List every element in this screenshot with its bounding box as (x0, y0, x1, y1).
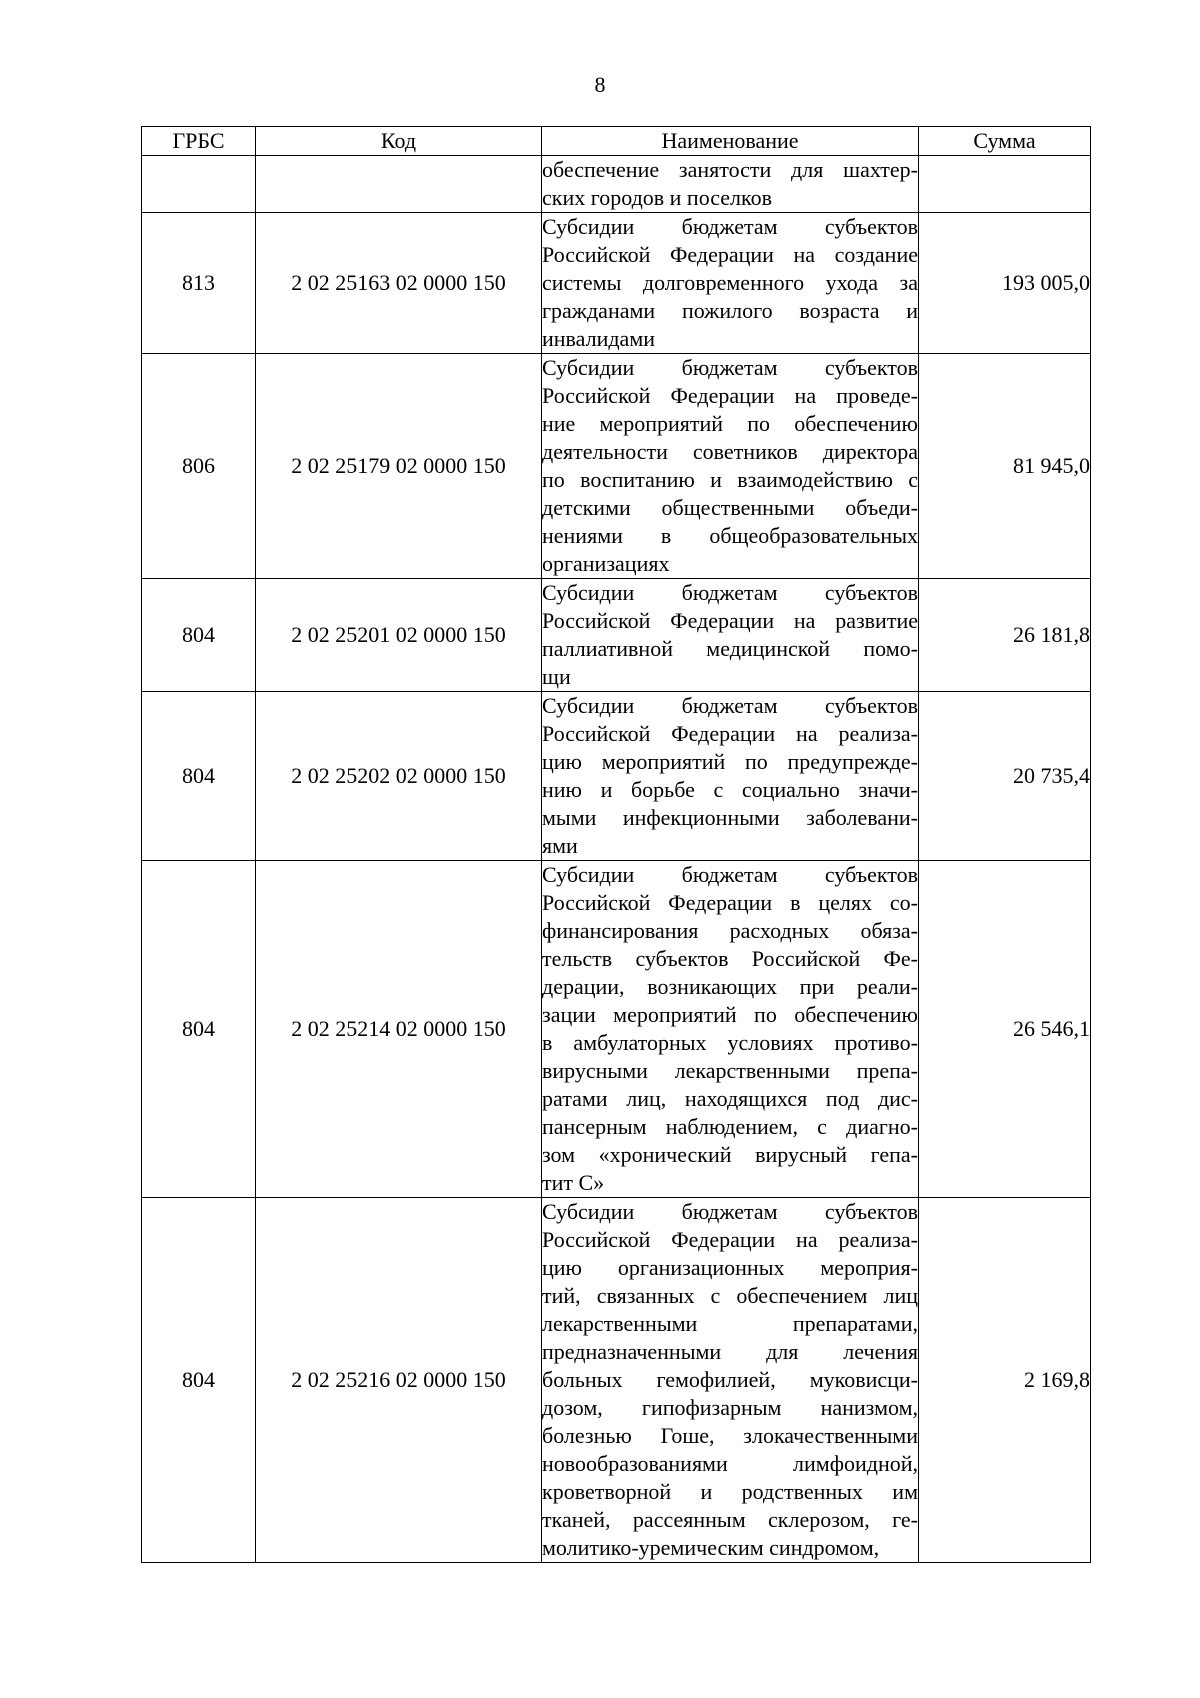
table-row (142, 692, 1091, 861)
cell-name (542, 1198, 919, 1563)
name-line: ние мероприятий по обеспечению (542, 411, 918, 436)
name-line: лекарственными препаратами, (542, 1311, 918, 1336)
name-line: зации мероприятий по обеспечению (542, 1002, 918, 1027)
name-line: детскими общественными объеди- (542, 495, 918, 520)
name-line: обеспечение занятости для шахтер- (542, 157, 918, 182)
cell-grbs: 804 (142, 579, 256, 692)
name-line: Субсидии бюджетам субъектов (542, 862, 918, 887)
cell-grbs: 813 (142, 213, 256, 354)
cell-code: 2 02 25179 02 0000 150 (256, 354, 542, 579)
cell-name (542, 156, 919, 213)
name-line: паллиативной медицинской помо- (542, 636, 918, 661)
cell-name (542, 579, 919, 692)
cell-name (542, 861, 919, 1198)
name-line: тканей, рассеянным склерозом, ге- (542, 1507, 918, 1532)
cell-code: 2 02 25163 02 0000 150 (256, 213, 542, 354)
name-line: Субсидии бюджетам субъектов (542, 355, 918, 380)
name-line: болезнью Гоше, злокачественными (542, 1423, 918, 1448)
name-line: Субсидии бюджетам субъектов (542, 580, 918, 605)
table-row (142, 156, 1091, 213)
cell-sum: 193 005,0 (919, 213, 1091, 354)
table-row (142, 354, 1091, 579)
name-line: системы долговременного ухода за (542, 270, 918, 295)
cell-name (542, 354, 919, 579)
name-line: Субсидии бюджетам субъектов (542, 1199, 918, 1224)
name-line: Субсидии бюджетам субъектов (542, 214, 918, 239)
name-line: вирусными лекарственными препа- (542, 1058, 918, 1083)
name-line: предназначенными для лечения (542, 1339, 918, 1364)
table-body (142, 156, 1091, 1563)
cell-sum: 81 945,0 (919, 354, 1091, 579)
header-name: Наименование (542, 127, 919, 156)
cell-sum (919, 156, 1091, 213)
cell-sum: 20 735,4 (919, 692, 1091, 861)
name-line: Российской Федерации на реализа- (542, 1227, 918, 1252)
name-line: по воспитанию и взаимодействию с (542, 467, 918, 492)
cell-grbs: 804 (142, 1198, 256, 1563)
cell-sum: 26 546,1 (919, 861, 1091, 1198)
cell-grbs: 806 (142, 354, 256, 579)
name-line: кроветворной и родственных им (542, 1479, 918, 1504)
name-line: Российской Федерации на создание (542, 242, 918, 267)
cell-grbs (142, 156, 256, 213)
header-sum: Сумма (919, 127, 1091, 156)
name-line: цию мероприятий по предупрежде- (542, 749, 918, 774)
name-line: Субсидии бюджетам субъектов (542, 693, 918, 718)
table-row (142, 1198, 1091, 1563)
name-line: пансерным наблюдением, с диагно- (542, 1114, 918, 1139)
header-grbs: ГРБС (142, 127, 256, 156)
name-line: щи (542, 664, 571, 689)
name-line: зом «хронический вирусный гепа- (542, 1142, 918, 1167)
name-line: новообразованиями лимфоидной, (542, 1451, 918, 1476)
budget-table (141, 126, 1091, 1563)
cell-grbs: 804 (142, 692, 256, 861)
table-row (142, 579, 1091, 692)
name-line: дозом, гипофизарным нанизмом, (542, 1395, 918, 1420)
name-line: цию организационных мероприя- (542, 1255, 918, 1280)
cell-sum: 26 181,8 (919, 579, 1091, 692)
name-line: тит С» (542, 1170, 605, 1195)
name-line: ских городов и поселков (542, 185, 772, 210)
name-line: дерации, возникающих при реали- (542, 974, 918, 999)
cell-code: 2 02 25202 02 0000 150 (256, 692, 542, 861)
name-line: гражданами пожилого возраста и (542, 298, 918, 323)
name-line: Российской Федерации в целях со- (542, 890, 918, 915)
name-line: финансирования расходных обяза- (542, 918, 918, 943)
name-line: нию и борьбе с социально значи- (542, 777, 918, 802)
cell-grbs: 804 (142, 861, 256, 1198)
table-row (142, 213, 1091, 354)
cell-code: 2 02 25216 02 0000 150 (256, 1198, 542, 1563)
cell-code: 2 02 25214 02 0000 150 (256, 861, 542, 1198)
name-line: инвалидами (542, 326, 656, 351)
cell-name (542, 692, 919, 861)
name-line: больных гемофилией, муковисци- (542, 1367, 918, 1392)
name-line: в амбулаторных условиях противо- (542, 1030, 918, 1055)
page-number: 8 (594, 72, 606, 97)
cell-code (256, 156, 542, 213)
name-line: нениями в общеобразовательных (542, 523, 918, 548)
name-line: тельств субъектов Российской Фе- (542, 946, 918, 971)
name-line: деятельности советников директора (542, 439, 918, 464)
name-line: Российской Федерации на развитие (542, 608, 918, 633)
name-line: мыми инфекционными заболевани- (542, 805, 918, 830)
cell-name (542, 213, 919, 354)
name-line: молитико-уремическим синдромом, (542, 1535, 880, 1560)
name-line: Российской Федерации на проведе- (542, 383, 918, 408)
name-line: организациях (542, 551, 670, 576)
name-line: ями (542, 833, 578, 858)
cell-sum: 2 169,8 (919, 1198, 1091, 1563)
header-code: Код (256, 127, 542, 156)
table-header-row (142, 127, 1091, 156)
name-line: тий, связанных с обеспечением лиц (542, 1283, 918, 1308)
table-row (142, 861, 1091, 1198)
cell-code: 2 02 25201 02 0000 150 (256, 579, 542, 692)
name-line: Российской Федерации на реализа- (542, 721, 918, 746)
name-line: ратами лиц, находящихся под дис- (542, 1086, 918, 1111)
